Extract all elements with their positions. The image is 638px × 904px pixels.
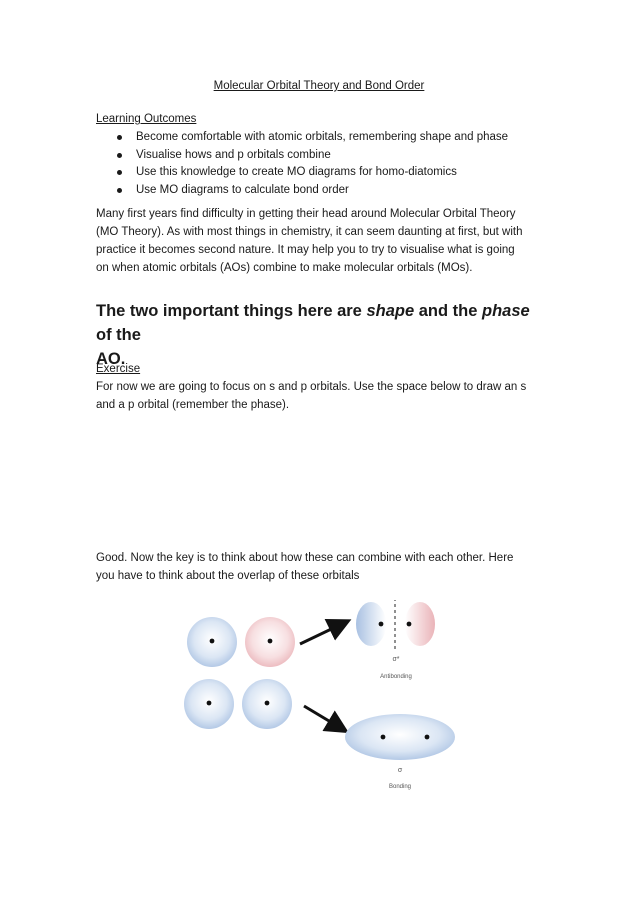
list-item: Use MO diagrams to calculate bond order bbox=[96, 181, 556, 199]
learning-outcomes-heading: Learning Outcomes bbox=[96, 113, 197, 125]
bonding-orbital bbox=[345, 714, 455, 760]
important-statement: The two important things here are shape and the phase of the AO. bbox=[96, 302, 530, 368]
list-item: Become comfortable with atomic orbitals, remembering shape and phase bbox=[96, 128, 556, 146]
arrow-icon bbox=[300, 622, 346, 644]
nucleus-icon bbox=[207, 701, 212, 706]
s-orbital-left bbox=[184, 679, 234, 729]
document-title: Molecular Orbital Theory and Bond Order bbox=[213, 80, 425, 92]
s-orbital-right bbox=[242, 679, 292, 729]
learning-outcomes-list bbox=[96, 128, 556, 198]
bullet-icon bbox=[117, 188, 122, 193]
nucleus-icon bbox=[265, 701, 270, 706]
list-item: Use this knowledge to create MO diagrams for homo-diatomics bbox=[96, 163, 556, 181]
bullet-icon bbox=[117, 170, 122, 175]
nucleus-icon bbox=[268, 639, 273, 644]
nucleus-icon bbox=[379, 622, 384, 627]
s-orbital-in-phase bbox=[187, 617, 237, 667]
nucleus-icon bbox=[210, 639, 215, 644]
antibonding-label: Antibonding bbox=[380, 674, 412, 680]
bullet-icon bbox=[117, 135, 122, 140]
nucleus-icon bbox=[407, 622, 412, 627]
bullet-icon bbox=[117, 153, 122, 158]
exercise-paragraph: For now we are going to focus on s and p orbitals. Use the space below to draw an s and a p orbital (remember the phase). bbox=[96, 381, 527, 411]
s-orbital-out-of-phase bbox=[245, 617, 295, 667]
intro-paragraph: Many first years find difficulty in getting their head around Molecular Orbital Theory (MO Theory). As with most things in chemistry, it can seem daunting at first, but with practice it becomes second nature. It may help you to try to visualise what is going on when atomic orbitals (AOs) combine to make molecular orbitals (MOs). bbox=[96, 208, 523, 274]
arrow-icon bbox=[304, 706, 344, 730]
bonding-symbol: σ bbox=[397, 767, 403, 774]
exercise-heading: Exercise bbox=[96, 363, 141, 375]
nucleus-icon bbox=[381, 735, 386, 740]
bonding-label: Bonding bbox=[388, 784, 412, 790]
list-item: Visualise hows and p orbitals combine bbox=[96, 146, 556, 164]
antibonding-symbol: σ* bbox=[392, 656, 400, 663]
nucleus-icon bbox=[425, 735, 430, 740]
orbital-overlap-figure bbox=[178, 600, 468, 800]
combine-paragraph: Good. Now the key is to think about how these can combine with each other. Here you have to think about the overlap of these orbitals bbox=[96, 552, 514, 582]
antibonding-orbital bbox=[356, 600, 435, 650]
